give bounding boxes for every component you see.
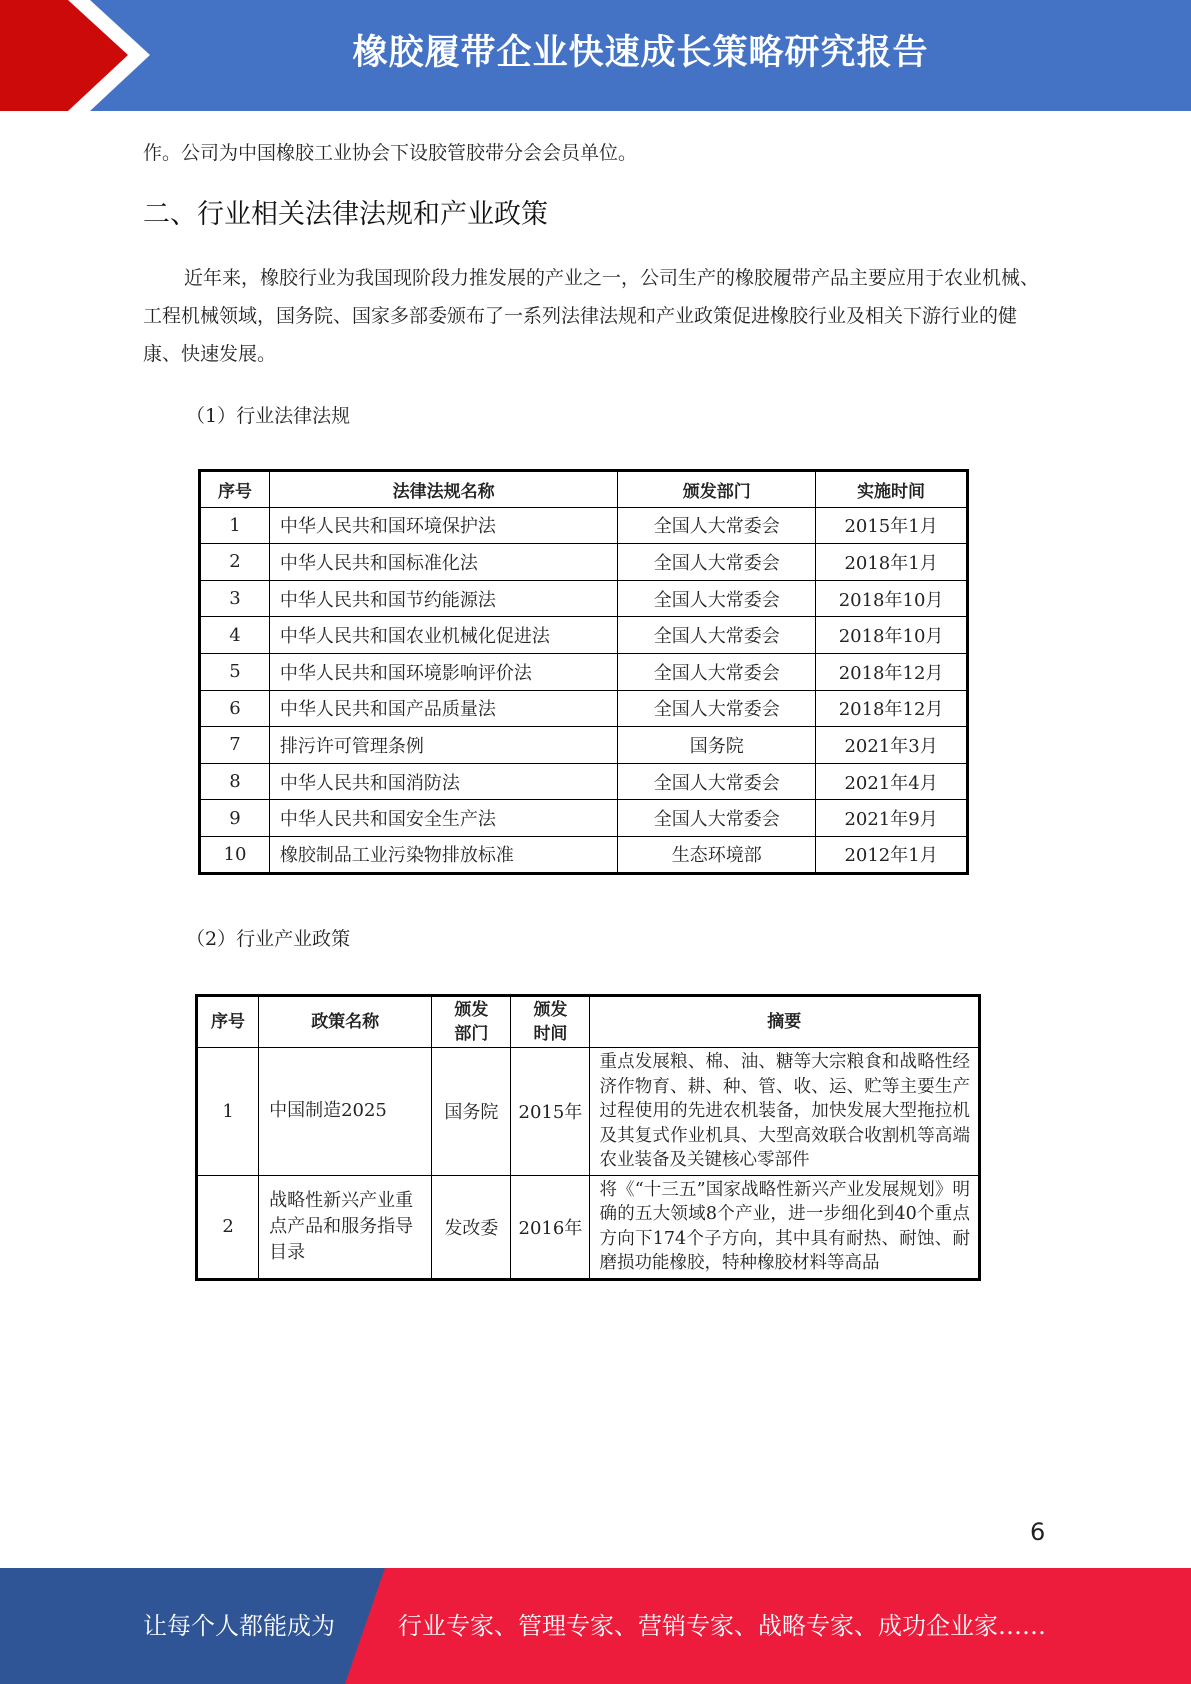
issuing-dept: 全国人大常委会 — [618, 617, 816, 654]
policy-name: 中国制造2025 — [259, 1048, 432, 1176]
laws-table — [198, 469, 969, 875]
law-name: 中华人民共和国安全生产法 — [269, 800, 618, 837]
issuing-dept: 全国人大常委会 — [618, 544, 816, 581]
row-index: 6 — [200, 690, 270, 727]
column-header: 序号 — [200, 471, 270, 508]
table-row — [200, 507, 968, 544]
effective-date: 2012年1月 — [816, 836, 968, 873]
section-heading: 二、行业相关法律法规和产业政策 — [143, 199, 548, 230]
row-index: 4 — [200, 617, 270, 654]
law-name: 中华人民共和国产品质量法 — [269, 690, 618, 727]
law-name: 排污许可管理条例 — [269, 727, 618, 764]
policy-table — [195, 994, 981, 1281]
table-row — [200, 727, 968, 764]
column-header: 摘要 — [590, 996, 980, 1048]
issuing-dept: 全国人大常委会 — [618, 800, 816, 837]
table-row — [200, 763, 968, 800]
page-header — [0, 0, 1191, 111]
issue-year: 2015年 — [511, 1048, 590, 1176]
row-index: 7 — [200, 727, 270, 764]
column-header: 政策名称 — [259, 996, 432, 1048]
row-index: 5 — [200, 653, 270, 690]
law-name: 中华人民共和国农业机械化促进法 — [269, 617, 618, 654]
row-index: 1 — [200, 507, 270, 544]
policy-summary: 将《“十三五”国家战略性新兴产业发展规划》明确的五大领域8个产业，进一步细化到40个重点方向下174个子方向，其中具有耐热、耐蚀、耐磨损功能橡胶，特种橡胶材料等高品 — [590, 1175, 980, 1279]
table-row — [200, 617, 968, 654]
table-row — [200, 800, 968, 837]
table-row — [197, 1048, 980, 1176]
table-header-row — [197, 996, 980, 1048]
row-index: 1 — [197, 1048, 259, 1176]
row-index: 8 — [200, 763, 270, 800]
issuing-dept: 全国人大常委会 — [618, 507, 816, 544]
column-header: 颁发时间 — [511, 996, 590, 1048]
table-row — [200, 690, 968, 727]
row-index: 2 — [200, 544, 270, 581]
table-row — [200, 580, 968, 617]
issuing-dept: 全国人大常委会 — [618, 690, 816, 727]
effective-date: 2018年10月 — [816, 580, 968, 617]
issuing-dept: 国务院 — [618, 727, 816, 764]
row-index: 9 — [200, 800, 270, 837]
law-name: 中华人民共和国环境影响评价法 — [269, 653, 618, 690]
header-arrow-logo — [0, 0, 160, 111]
table-row — [200, 544, 968, 581]
law-name: 中华人民共和国节约能源法 — [269, 580, 618, 617]
column-header: 颁发部门 — [432, 996, 511, 1048]
effective-date: 2015年1月 — [816, 507, 968, 544]
column-header: 序号 — [197, 996, 259, 1048]
effective-date: 2021年9月 — [816, 800, 968, 837]
effective-date: 2018年12月 — [816, 690, 968, 727]
issuing-dept: 国务院 — [432, 1048, 511, 1176]
table-row — [200, 653, 968, 690]
effective-date: 2018年12月 — [816, 653, 968, 690]
issuing-dept: 全国人大常委会 — [618, 653, 816, 690]
footer-slogan-right: 行业专家、管理专家、营销专家、战略专家、成功企业家…… — [398, 1612, 1046, 1640]
subheading-laws: （1）行业法律法规 — [186, 405, 351, 427]
row-index: 2 — [197, 1175, 259, 1279]
report-title: 橡胶履带企业快速成长策略研究报告 — [352, 33, 929, 73]
footer-slogan-left: 让每个人都能成为 — [143, 1612, 335, 1640]
table-header-row — [200, 471, 968, 508]
issuing-dept: 生态环境部 — [618, 836, 816, 873]
row-index: 3 — [200, 580, 270, 617]
issuing-dept: 全国人大常委会 — [618, 580, 816, 617]
table-row — [197, 1175, 980, 1279]
policy-summary: 重点发展粮、棉、油、糖等大宗粮食和战略性经济作物育、耕、种、管、收、运、贮等主要生产过程使用的先进农机装备，加快发展大型拖拉机及其复式作业机具、大型高效联合收割机等高端农业装备及关键核心零部件 — [590, 1048, 980, 1176]
law-name: 中华人民共和国环境保护法 — [269, 507, 618, 544]
effective-date: 2021年4月 — [816, 763, 968, 800]
policy-name: 战略性新兴产业重点产品和服务指导目录 — [259, 1175, 432, 1279]
column-header: 法律法规名称 — [269, 471, 618, 508]
continuation-paragraph: 作。公司为中国橡胶工业协会下设胶管胶带分会会员单位。 — [143, 142, 638, 164]
effective-date: 2021年3月 — [816, 727, 968, 764]
issue-year: 2016年 — [511, 1175, 590, 1279]
intro-paragraph: 近年来，橡胶行业为我国现阶段力推发展的产业之一，公司生产的橡胶履带产品主要应用于农业机械、工程机械领域，国务院、国家多部委颁布了一系列法律法规和产业政策促进橡胶行业及相关下游行业的健康、快速发展。 — [143, 267, 1040, 365]
page-footer — [0, 1568, 1191, 1684]
column-header: 实施时间 — [816, 471, 968, 508]
column-header: 颁发部门 — [618, 471, 816, 508]
table-row — [200, 836, 968, 873]
law-name: 中华人民共和国标准化法 — [269, 544, 618, 581]
row-index: 10 — [200, 836, 270, 873]
effective-date: 2018年1月 — [816, 544, 968, 581]
subheading-policies: （2）行业产业政策 — [186, 928, 351, 950]
law-name: 橡胶制品工业污染物排放标准 — [269, 836, 618, 873]
effective-date: 2018年10月 — [816, 617, 968, 654]
issuing-dept: 发改委 — [432, 1175, 511, 1279]
issuing-dept: 全国人大常委会 — [618, 763, 816, 800]
law-name: 中华人民共和国消防法 — [269, 763, 618, 800]
page-number: 6 — [1030, 1518, 1046, 1546]
